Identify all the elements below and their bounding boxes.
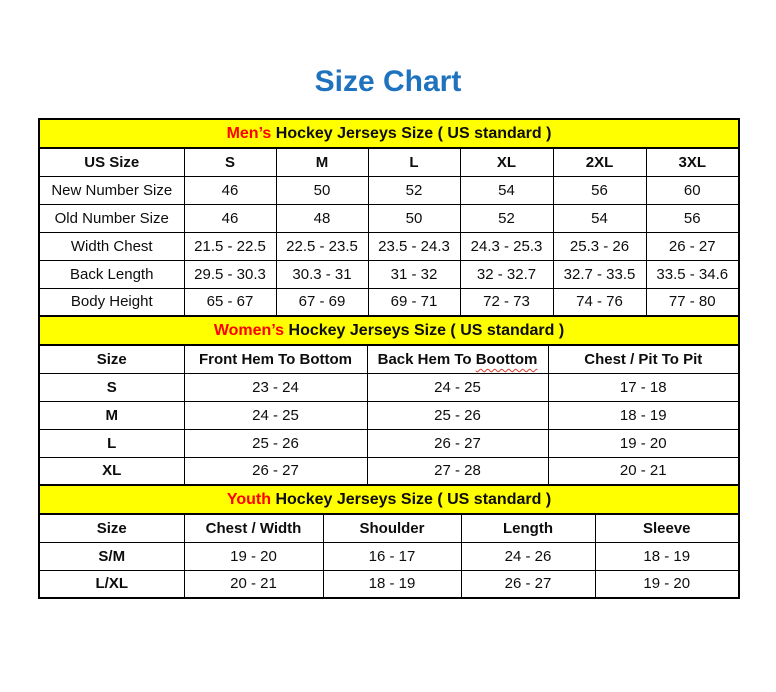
youth-caption-text: Hockey Jerseys Size ( US standard ) [271,490,552,508]
column-header: Length [461,514,595,542]
column-header: Size [39,345,184,373]
size-value-cell: 22.5 - 23.5 [276,232,368,260]
column-header: S [184,148,276,176]
size-value-cell: 46 [184,176,276,204]
size-value-cell: 16 - 17 [323,542,461,570]
mens-caption-row [39,119,739,148]
size-chart-document [0,64,776,692]
size-value-cell: 19 - 20 [595,570,739,598]
size-value-cell: 30.3 - 31 [276,260,368,288]
size-value-cell: 24 - 26 [461,542,595,570]
size-value-cell: 56 [646,204,739,232]
size-value-cell: 20 - 21 [184,570,323,598]
table-row [39,260,739,288]
column-header: L [368,148,460,176]
table-row [39,570,739,598]
size-tables-container [38,118,738,599]
page-title: Size Chart [314,65,462,98]
womens-table-body [39,373,739,485]
size-value-cell: 19 - 20 [548,429,739,457]
column-header [367,345,548,373]
youth-size-table [38,484,740,599]
row-label: Body Height [39,288,184,316]
misspelled-word: Boottom [475,350,538,368]
womens-table-caption [39,316,739,345]
size-value-cell: 32 - 32.7 [460,260,553,288]
size-value-cell: 72 - 73 [460,288,553,316]
column-header: Chest / Pit To Pit [548,345,739,373]
youth-header-row [39,514,739,542]
size-value-cell: 23 - 24 [184,373,367,401]
size-value-cell: 54 [460,176,553,204]
size-value-cell: 26 - 27 [184,457,367,485]
size-value-cell: 31 - 32 [368,260,460,288]
size-value-cell: 24 - 25 [367,373,548,401]
column-header: US Size [39,148,184,176]
size-value-cell: 32.7 - 33.5 [553,260,646,288]
size-value-cell: 26 - 27 [646,232,739,260]
table-row [39,373,739,401]
row-label: Back Length [39,260,184,288]
column-header: Shoulder [323,514,461,542]
size-value-cell: 25.3 - 26 [553,232,646,260]
size-value-cell: 50 [368,204,460,232]
mens-table-caption [39,119,739,148]
table-row [39,288,739,316]
size-value-cell: 25 - 26 [367,401,548,429]
table-row [39,429,739,457]
size-value-cell: 56 [553,176,646,204]
size-value-cell: 46 [184,204,276,232]
youth-caption-row [39,485,739,514]
size-value-cell: 77 - 80 [646,288,739,316]
size-value-cell: 18 - 19 [323,570,461,598]
size-value-cell: 33.5 - 34.6 [646,260,739,288]
size-value-cell: 18 - 19 [548,401,739,429]
table-row [39,542,739,570]
size-value-cell: 26 - 27 [367,429,548,457]
row-label: Width Chest [39,232,184,260]
size-value-cell: 20 - 21 [548,457,739,485]
size-value-cell: 29.5 - 30.3 [184,260,276,288]
column-header: M [276,148,368,176]
table-row [39,401,739,429]
size-value-cell: 50 [276,176,368,204]
row-label: L [39,429,184,457]
womens-header-row [39,345,739,373]
row-label: L/XL [39,570,184,598]
size-value-cell: 19 - 20 [184,542,323,570]
size-value-cell: 52 [460,204,553,232]
size-value-cell: 65 - 67 [184,288,276,316]
mens-caption-text: Hockey Jerseys Size ( US standard ) [271,124,552,142]
column-header: Sleeve [595,514,739,542]
size-value-cell: 69 - 71 [368,288,460,316]
row-label: S/M [39,542,184,570]
size-value-cell: 25 - 26 [184,429,367,457]
size-value-cell: 54 [553,204,646,232]
size-value-cell: 21.5 - 22.5 [184,232,276,260]
womens-caption-text: Hockey Jerseys Size ( US standard ) [284,321,565,339]
table-row [39,457,739,485]
size-value-cell: 17 - 18 [548,373,739,401]
row-label: Old Number Size [39,204,184,232]
mens-table-body [39,176,739,316]
table-row [39,176,739,204]
row-label: S [39,373,184,401]
table-row [39,232,739,260]
size-value-cell: 24 - 25 [184,401,367,429]
row-label: New Number Size [39,176,184,204]
size-value-cell: 48 [276,204,368,232]
youth-table-caption [39,485,739,514]
column-header: 2XL [553,148,646,176]
row-label: XL [39,457,184,485]
womens-caption-row [39,316,739,345]
size-value-cell: 24.3 - 25.3 [460,232,553,260]
youth-table-body [39,542,739,598]
size-value-cell: 18 - 19 [595,542,739,570]
mens-caption-highlight: Men’s [226,124,272,142]
size-value-cell: 67 - 69 [276,288,368,316]
row-label: M [39,401,184,429]
mens-header-row [39,148,739,176]
youth-caption-highlight: Youth [226,490,272,508]
size-value-cell: 26 - 27 [461,570,595,598]
mens-size-table [38,118,740,317]
column-header: 3XL [646,148,739,176]
column-header: Front Hem To Bottom [184,345,367,373]
size-value-cell: 60 [646,176,739,204]
table-row [39,204,739,232]
size-value-cell: 52 [368,176,460,204]
womens-caption-highlight: Women’s [213,321,285,339]
header-text: Back Hem To [377,350,476,368]
size-value-cell: 74 - 76 [553,288,646,316]
column-header: Chest / Width [184,514,323,542]
size-value-cell: 23.5 - 24.3 [368,232,460,260]
column-header: XL [460,148,553,176]
column-header: Size [39,514,184,542]
womens-size-table [38,315,740,486]
size-value-cell: 27 - 28 [367,457,548,485]
